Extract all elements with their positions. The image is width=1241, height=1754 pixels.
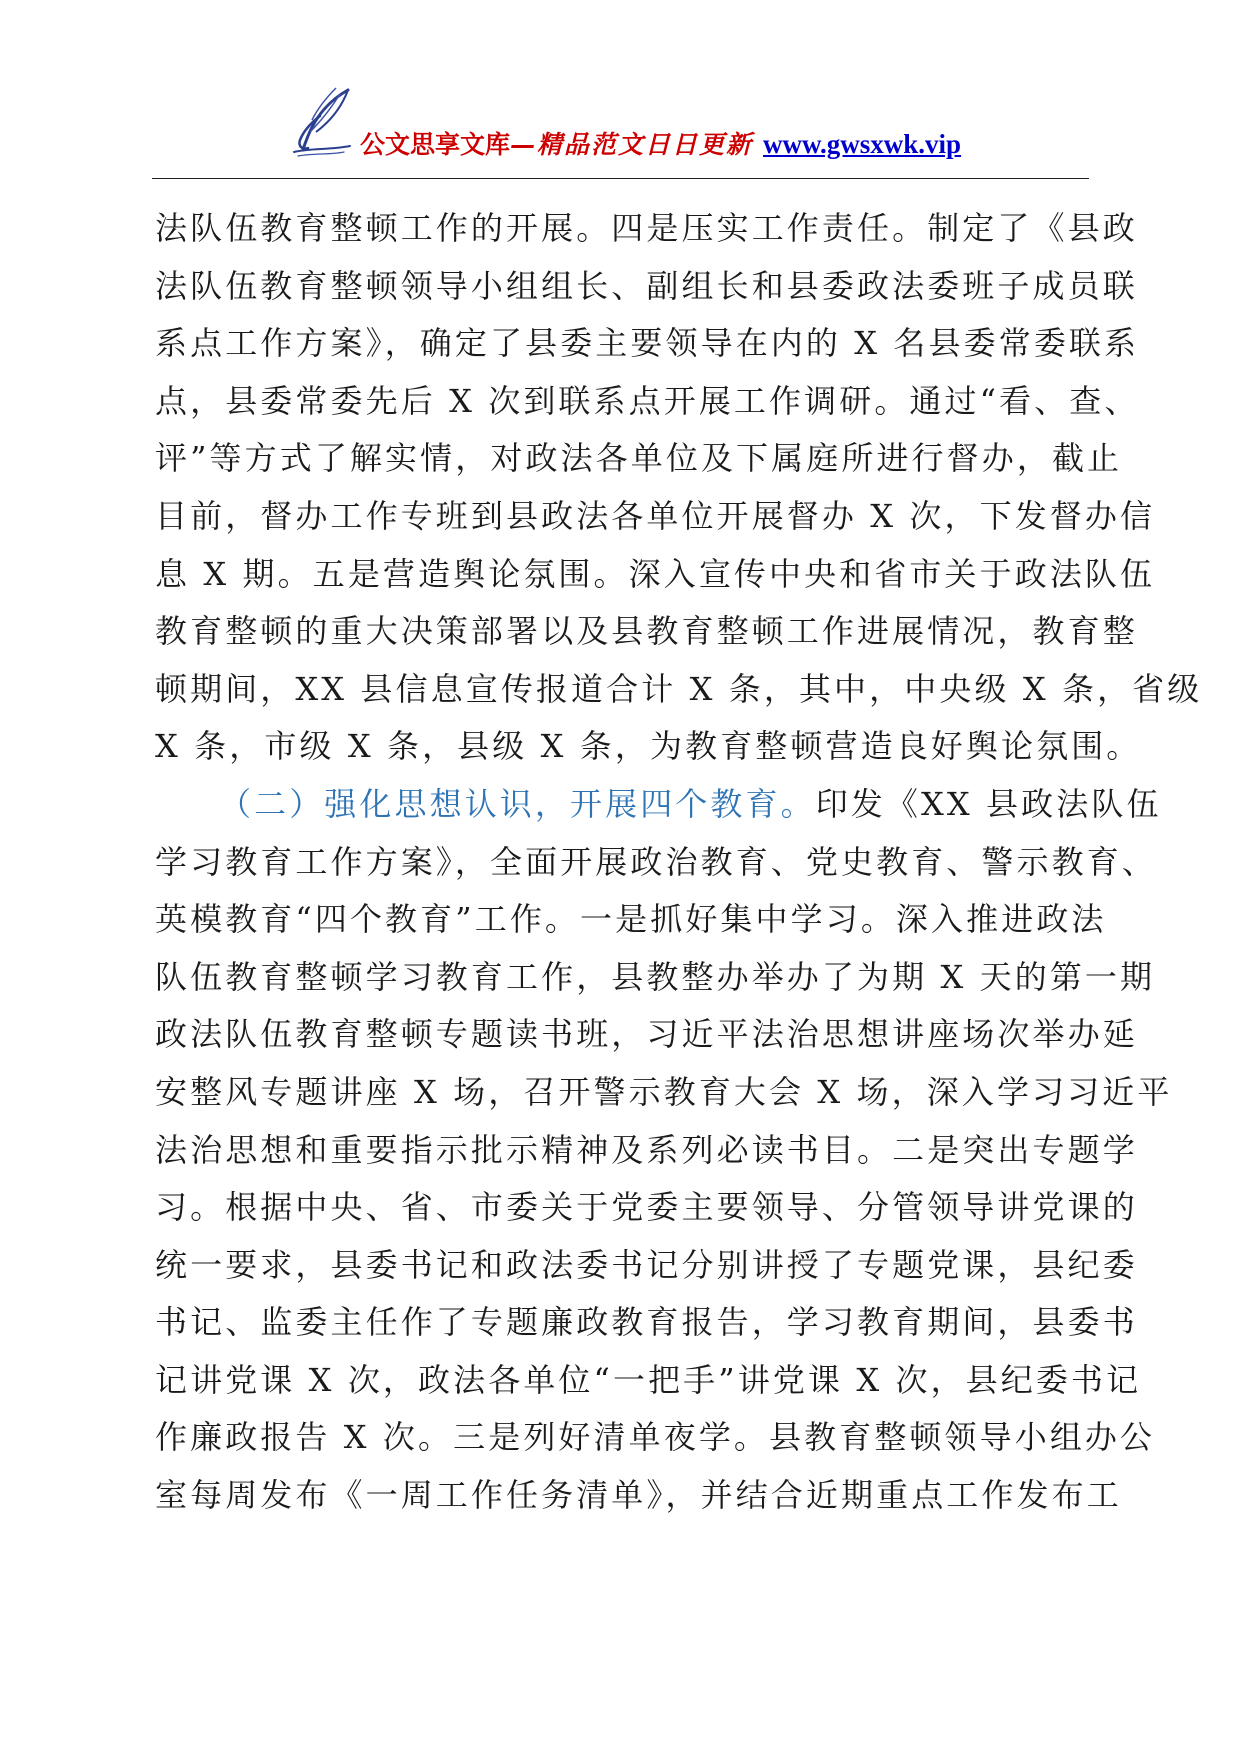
paragraph-line: X 条，市级 X 条，县级 X 条，为教育整顿营造良好舆论氛围。 bbox=[155, 727, 1142, 766]
paragraph-line: 目前，督办工作专班到县政法各单位开展督办 X 次，下发督办信 bbox=[155, 496, 1156, 535]
paragraph-line: 教育整顿的重大决策部署以及县教育整顿工作进展情况，教育整 bbox=[155, 612, 1138, 651]
paragraph-line: 统一要求，县委书记和政法委书记分别讲授了专题党课，县纪委 bbox=[155, 1245, 1138, 1284]
section-first-line bbox=[155, 776, 1162, 834]
header-divider bbox=[152, 178, 1089, 179]
paragraph-line: 法队伍教育整顿工作的开展。四是压实工作责任。制定了《县政 bbox=[155, 209, 1138, 247]
paragraph-line: 法治思想和重要指示批示精神及系列必读书目。二是突出专题学 bbox=[155, 1130, 1138, 1169]
page-header bbox=[0, 78, 1241, 178]
paragraph-line: 队伍教育整顿学习教育工作，县教整办举办了为期 X 天的第一期 bbox=[155, 957, 1156, 996]
paragraph-line: 政法队伍教育整顿专题读书班，习近平法治思想讲座场次举办延 bbox=[155, 1015, 1138, 1054]
header-slogan: —精品范文日日更新 bbox=[510, 130, 754, 159]
document-body bbox=[155, 200, 1203, 1525]
paragraph-line: 点，县委常委先后 X 次到联系点开展工作调研。通过“看、查、 bbox=[155, 381, 1140, 420]
header-title bbox=[360, 124, 961, 164]
brand-name: 公文思享文库 bbox=[360, 130, 511, 159]
paragraph-line: 系点工作方案》，确定了县委主要领导在内的 X 名县委常委联系 bbox=[155, 324, 1140, 363]
paragraph-line: 习。根据中央、省、市委关于党委主要领导、分管领导讲党课的 bbox=[155, 1188, 1138, 1227]
section-heading: （二）强化思想认识，开展四个教育。 bbox=[219, 784, 816, 823]
paragraph-line: 书记、监委主任作了专题廉政教育报告，学习教育期间，县委书 bbox=[155, 1303, 1138, 1342]
quill-pen-logo-icon bbox=[290, 86, 356, 158]
paragraph-line: 作廉政报告 X 次。三是列好清单夜学。县教育整顿领导小组办公 bbox=[155, 1418, 1156, 1457]
paragraph-line: 英模教育“四个教育”工作。一是抓好集中学习。深入推进政法 bbox=[155, 900, 1107, 939]
section-first-line-text: 印发《XX 县政法队伍 bbox=[815, 784, 1162, 823]
paragraph-line: 顿期间，XX 县信息宣传报道合计 X 条，其中，中央级 X 条，省级 bbox=[155, 669, 1203, 708]
paragraph-line: 法队伍教育整顿领导小组组长、副组长和县委政法委班子成员联 bbox=[155, 266, 1138, 305]
paragraph-line: 息 X 期。五是营造舆论氛围。深入宣传中央和省市关于政法队伍 bbox=[155, 554, 1156, 593]
site-url-link[interactable]: www.gwsxwk.vip bbox=[763, 129, 962, 159]
paragraph-line: 学习教育工作方案》，全面开展政治教育、党史教育、警示教育、 bbox=[155, 842, 1157, 881]
paragraph-line: 安整风专题讲座 X 场，召开警示教育大会 X 场，深入学习习近平 bbox=[155, 1072, 1173, 1111]
paragraph-line: 记讲党课 X 次，政法各单位“一把手”讲党课 X 次，县纪委书记 bbox=[155, 1360, 1142, 1399]
paragraph-line: 室每周发布《一周工作任务清单》，并结合近期重点工作发布工 bbox=[155, 1476, 1122, 1515]
paragraph-line: 评”等方式了解实情，对政法各单位及下属庭所进行督办，截止 bbox=[155, 439, 1123, 478]
